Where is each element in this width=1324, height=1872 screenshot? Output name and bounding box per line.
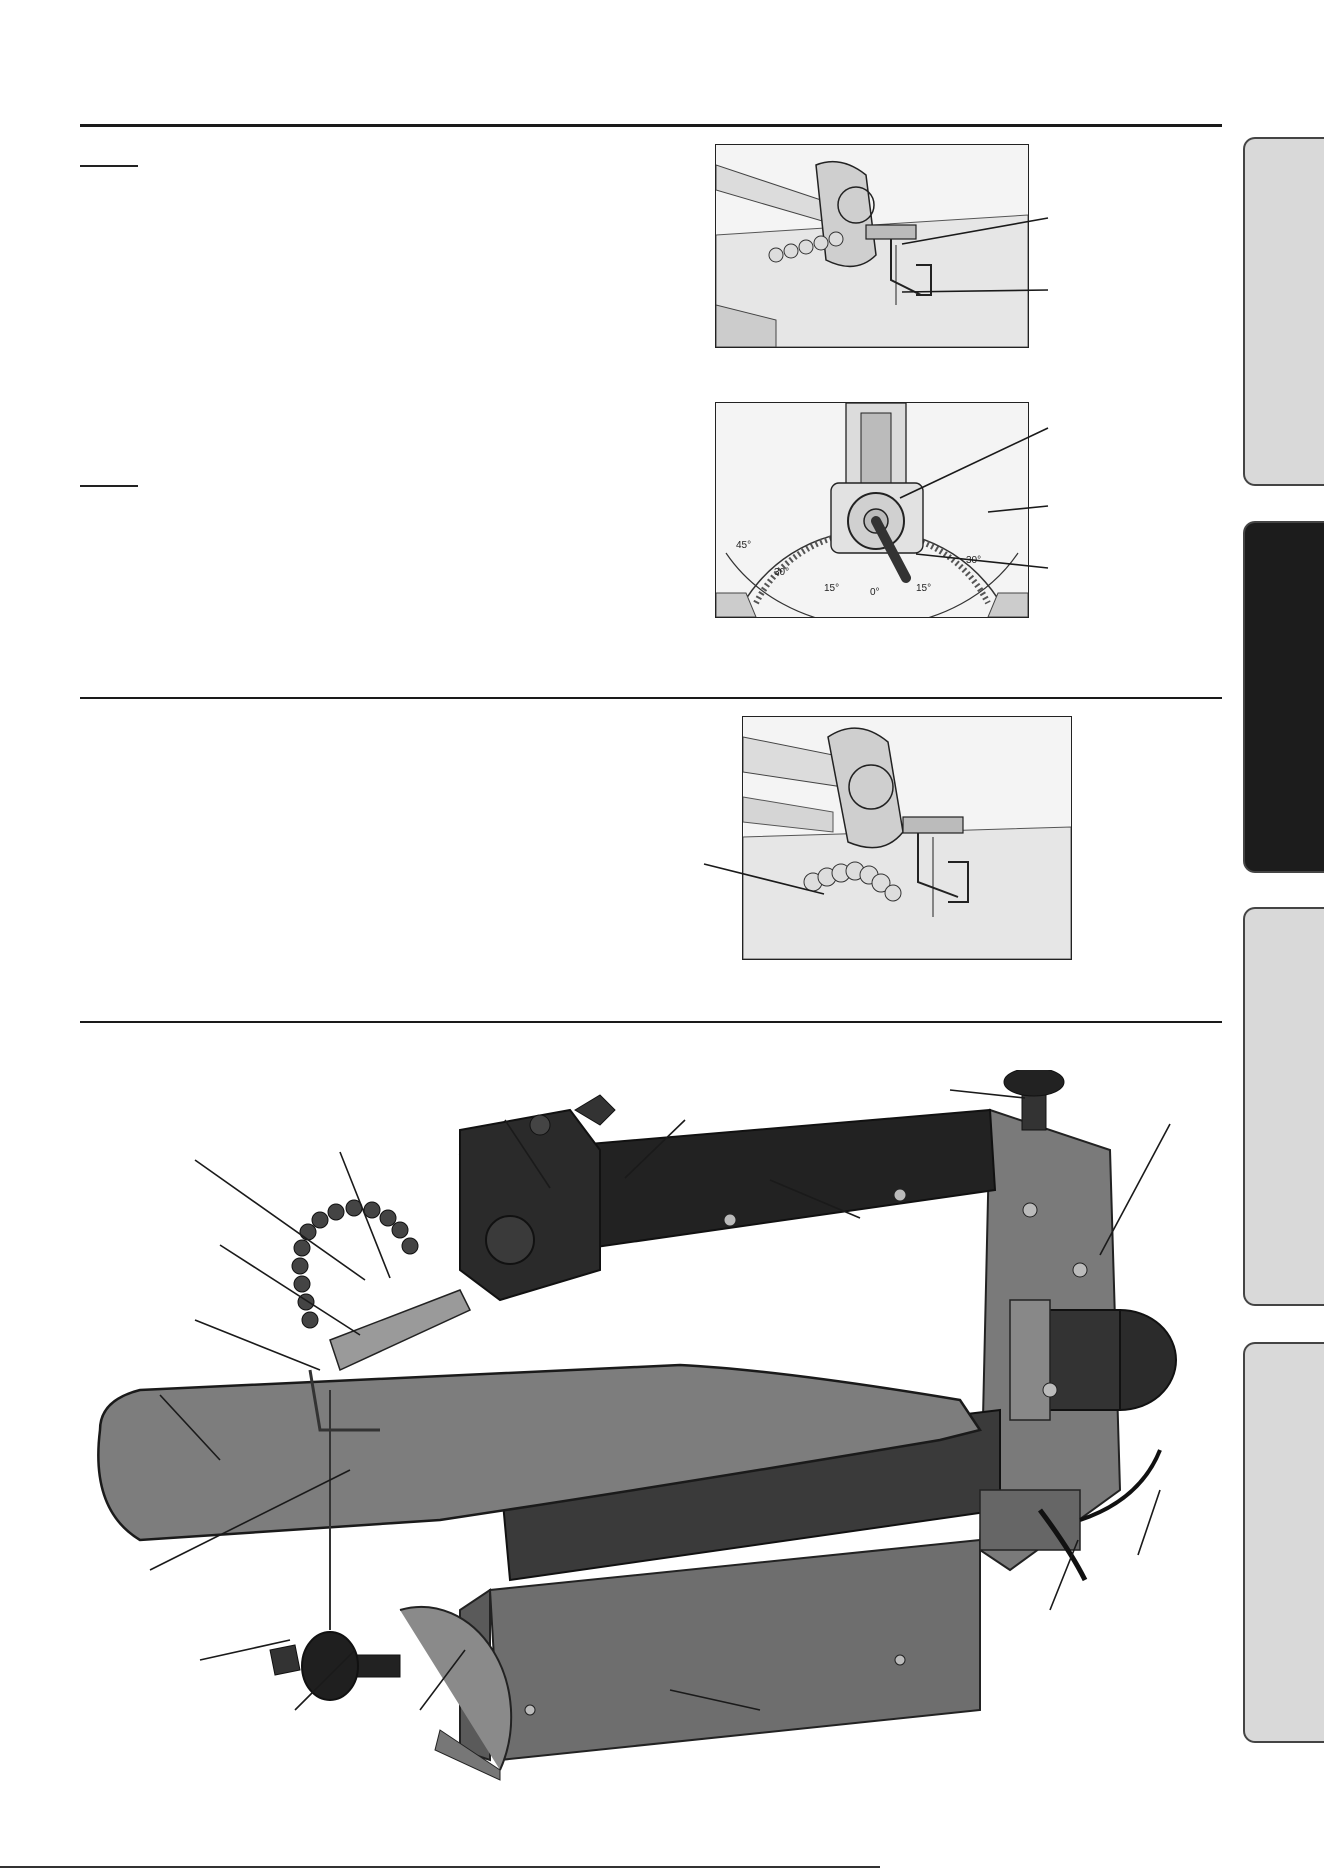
section-rule-3 [80,1021,1222,1023]
scale-tick-label: 15° [824,583,840,594]
figure-dust-blower-callout [700,860,830,900]
section-rule-top [80,124,1222,127]
scale-tick-label: 30° [966,555,982,566]
figure-dust-blower-drawing [743,717,1071,959]
figure-scroll-saw-main [80,1070,1220,1790]
section-tab-4[interactable] [1243,1342,1324,1743]
scale-tick-label: 45° [736,540,752,551]
note-marker-1 [80,165,138,167]
section-tab-3[interactable] [1243,907,1324,1306]
scale-tick-label: 30° [774,567,790,578]
figure-tilt-scale-callouts [890,420,1050,580]
scale-tick-label: 0° [870,587,880,598]
footer-rule [0,1866,880,1868]
section-tab-2[interactable] [1243,521,1324,873]
section-tab-1[interactable] [1243,137,1324,486]
figure-dust-blower [742,716,1072,960]
note-marker-2 [80,485,138,487]
scale-tick-label: 15° [916,583,932,594]
figure-blade-guard-callouts [880,200,1050,310]
section-rule-2 [80,697,1222,699]
